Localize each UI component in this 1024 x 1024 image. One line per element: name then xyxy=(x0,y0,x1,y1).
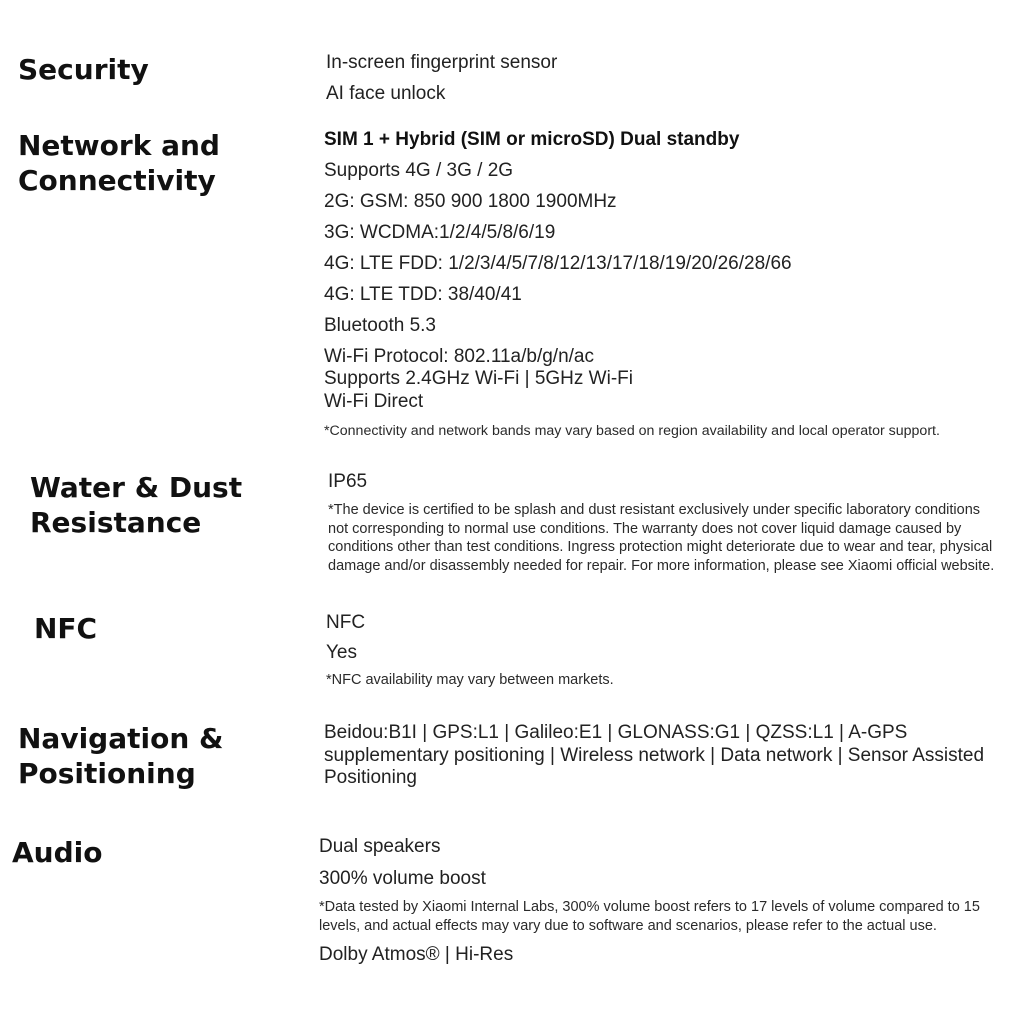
audio-heading: Audio xyxy=(12,836,103,869)
navigation-heading: Navigation & Positioning xyxy=(18,722,224,790)
water-heading: Water & Dust Resistance xyxy=(30,471,243,539)
network-heading: Network and Connectivity xyxy=(18,129,220,197)
security-heading: Security xyxy=(18,53,149,86)
navigation-text: Beidou:B1I | GPS:L1 | Galileo:E1 | GLONASS:G1 | QZSS:L1 | A-GPS supplementary positioning | Wireless network | Data network | Sensor Assisted Positioning xyxy=(324,722,985,788)
nfc-value: Yes xyxy=(326,642,357,663)
audio-item: Dual speakers xyxy=(319,836,441,857)
security-item: In-screen fingerprint sensor xyxy=(326,52,558,73)
network-item: Supports 4G / 3G / 2G xyxy=(324,160,514,181)
wifi-protocol: Wi-Fi Protocol: 802.11a/b/g/n/ac xyxy=(324,346,594,367)
security-item: AI face unlock xyxy=(326,83,446,104)
audio-item: 300% volume boost xyxy=(319,868,486,889)
nfc-note: *NFC availability may vary between markets. xyxy=(326,672,614,688)
audio-note: *Data tested by Xiaomi Internal Labs, 300% volume boost refers to 17 levels of volume compared to 15 levels, and actual effects may vary due to software and scenarios, please refer to the actual use. xyxy=(319,899,980,934)
audio-dolby: Dolby Atmos® | Hi-Res xyxy=(319,944,514,965)
network-item: 3G: WCDMA:1/2/4/5/8/6/19 xyxy=(324,222,556,243)
water-note: *The device is certified to be splash and dust resistant exclusively under specific laboratory conditions not corresponding to normal use conditions. The warranty does not cover liquid damage caused by conditions other than test conditions. Ingress protection might deteriorate due to wear and tear, physical damage and/or disassembly needed for repair. For more information, please see Xiaomi official website. xyxy=(328,502,995,574)
wifi-direct: Wi-Fi Direct xyxy=(324,391,424,412)
network-sim: SIM 1 + Hybrid (SIM or microSD) Dual standby xyxy=(324,129,740,150)
network-item: 4G: LTE FDD: 1/2/3/4/5/7/8/12/13/17/18/19/20/26/28/66 xyxy=(324,253,792,274)
wifi-bands: Supports 2.4GHz Wi-Fi | 5GHz Wi-Fi xyxy=(324,368,633,389)
network-note: *Connectivity and network bands may vary based on region availability and local operator support. xyxy=(324,423,940,439)
network-item: 2G: GSM: 850 900 1800 1900MHz xyxy=(324,191,617,212)
nfc-heading: NFC xyxy=(34,612,98,645)
water-rating: IP65 xyxy=(328,471,368,492)
network-item: Bluetooth 5.3 xyxy=(324,315,436,336)
network-item: 4G: LTE TDD: 38/40/41 xyxy=(324,284,522,305)
nfc-label: NFC xyxy=(326,612,366,633)
